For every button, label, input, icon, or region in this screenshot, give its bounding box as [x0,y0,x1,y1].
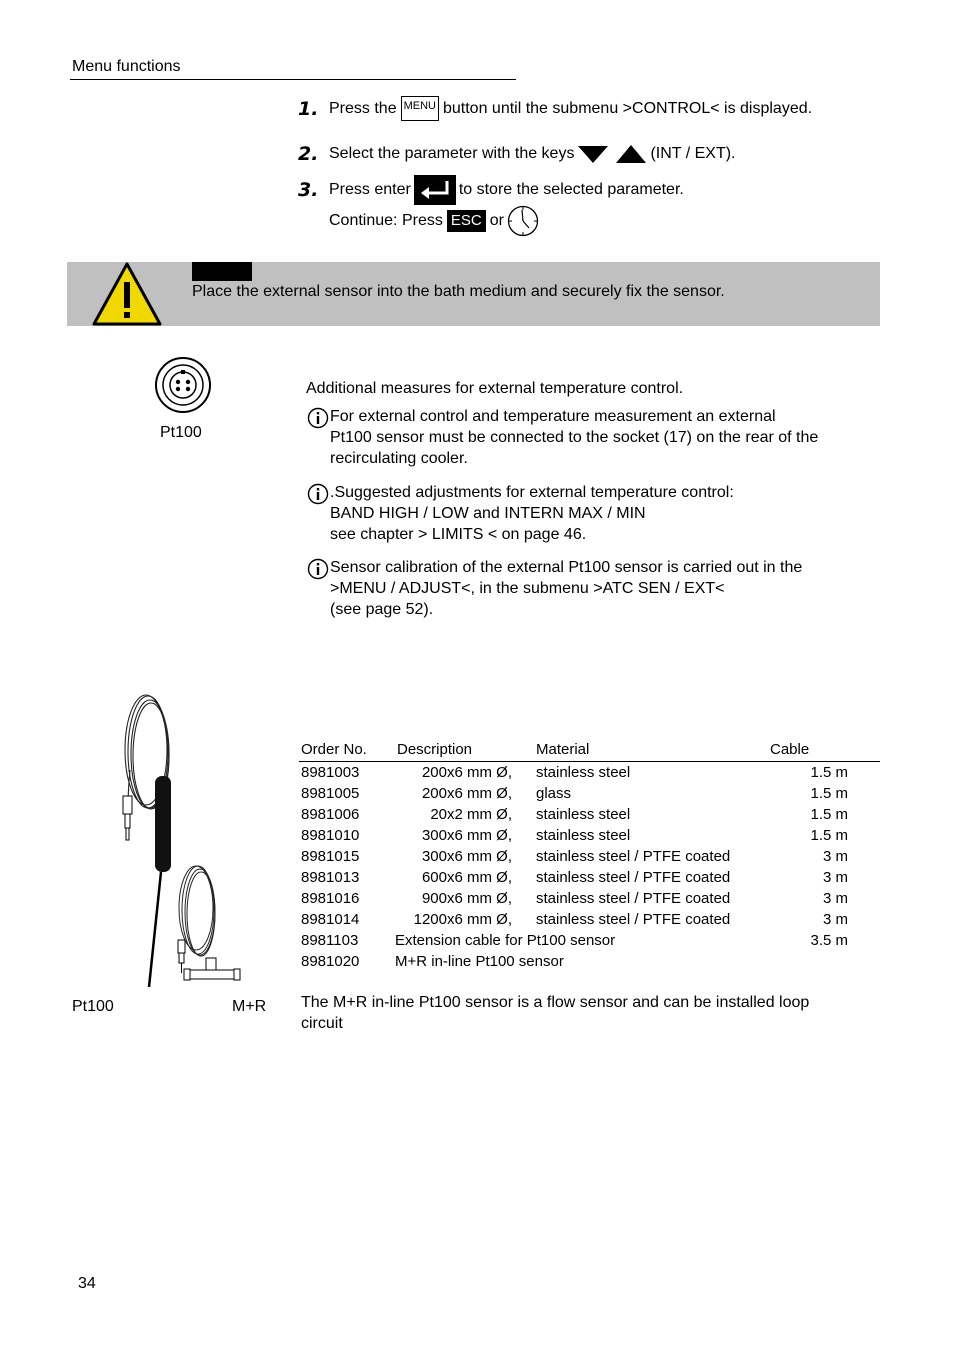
sensor-label-pt100: Pt100 [72,998,114,1015]
warning-triangle-icon [92,262,162,326]
footer-note-line-1: The M+R in-line Pt100 sensor is a flow sensor and can be installed loop [301,994,810,1011]
order-no: 8981020 [301,953,360,970]
order-no: 8981016 [301,890,360,907]
table-row [299,804,880,825]
continue-or: or [489,212,504,229]
col-order-no: Order No. [299,740,395,762]
info-note-3-line-3: (see page 52). [330,601,434,618]
table-row [299,867,880,888]
cable: 3 m [822,869,848,886]
continue-text: Continue: Press [329,212,443,229]
description: 300x6 mm Ø, [421,827,512,844]
table-row [299,825,880,846]
material: stainless steel / PTFE coated [536,869,731,886]
order-no: 8981103 [301,932,359,949]
table-row [299,762,880,784]
info-note-2 [306,482,734,545]
info-note-1-line-1: For external control and temperature measurement an external [330,408,776,425]
material: stainless steel / PTFE coated [536,911,731,928]
header-divider [70,79,516,80]
material: stainless steel / PTFE coated [536,890,731,907]
section-header: Menu functions [72,58,181,75]
step-2-number: 2. [298,143,319,165]
description: M+R in-line Pt100 sensor [395,953,564,970]
step-1-number: 1. [298,97,319,120]
cable: 3 m [822,911,848,928]
table-row [299,783,880,804]
col-material: Material [534,740,768,762]
material: stainless steel / PTFE coated [536,848,731,865]
description: 200x6 mm Ø, [421,785,512,802]
cable: 3 m [822,890,848,907]
order-no: 8981014 [301,911,360,928]
down-arrow-key-icon [577,144,609,164]
description: 1200x6 mm Ø, [413,911,512,928]
warning-text: Place the external sensor into the bath medium and securely fix the sensor. [192,283,725,300]
info-note-2-line-2: BAND HIGH / LOW and INTERN MAX / MIN [330,505,646,522]
footer-note-line-2: circuit [301,1015,343,1032]
order-no: 8981013 [301,869,360,886]
step-2-text-pre: Select the parameter with the keys [329,145,575,162]
description: 200x6 mm Ø, [421,764,512,781]
info-note-1-line-3: recirculating cooler. [330,450,468,467]
step-2 [298,143,736,165]
step-3-text-post: to store the selected parameter. [458,181,684,198]
info-icon [306,483,330,505]
order-table [299,740,880,972]
cable: 1.5 m [810,827,848,844]
up-arrow-key-icon [615,144,647,164]
sensor-probes-illustration [110,690,250,990]
info-note-1-line-2: Pt100 sensor must be connected to the socket (17) on the rear of the [330,429,819,446]
enter-key-icon [414,175,456,205]
step-1-text-post: button until the submenu >CONTROL< is displayed. [442,99,813,117]
info-note-2-line-3: see chapter > LIMITS < on page 46. [330,526,587,543]
col-description: Description [395,740,514,762]
cable [768,951,880,972]
cable: 1.5 m [810,785,848,802]
menu-key-icon: MENU [401,96,439,121]
info-note-3-line-2: >MENU / ADJUST<, in the submenu >ATC SEN / EXT< [330,580,725,597]
order-no: 8981006 [301,806,360,823]
socket-label: Pt100 [160,424,202,441]
clock-icon [507,205,539,237]
table-row [299,951,880,972]
table-row [299,909,880,930]
order-no: 8981015 [301,848,360,865]
cable: 1.5 m [810,764,848,781]
info-intro: Additional measures for external temperature control. [306,380,684,397]
description: 600x6 mm Ø, [421,869,512,886]
pt100-socket-icon [154,356,212,414]
description: Extension cable for Pt100 sensor [395,932,616,949]
info-note-2-line-1: .Suggested adjustments for external temperature control: [330,484,734,501]
col-cable: Cable [768,740,880,762]
info-note-1 [306,406,818,469]
description: 20x2 mm Ø, [430,806,512,823]
description: 300x6 mm Ø, [421,848,512,865]
info-icon [306,407,330,429]
material: stainless steel [536,764,631,781]
step-1-text-pre: Press the [329,99,397,117]
step-3-continue [329,205,542,237]
warning-label-bar [192,262,252,281]
cable: 1.5 m [810,806,848,823]
order-no: 8981005 [301,785,360,802]
step-2-text-post: (INT / EXT). [650,145,736,162]
info-note-3 [306,557,802,620]
cable: 3.5 m [810,932,848,949]
table-header-row [299,740,880,762]
info-note-3-line-1: Sensor calibration of the external Pt100 sensor is carried out in the [330,559,803,576]
cable: 3 m [822,848,848,865]
info-icon [306,558,330,580]
table-row [299,846,880,867]
sensor-label-mr: M+R [232,998,267,1015]
page-number: 34 [78,1275,96,1292]
step-3 [298,175,684,205]
footer-note [301,992,809,1034]
step-3-text-pre: Press enter [329,181,411,198]
material: stainless steel [536,806,631,823]
order-no: 8981010 [301,827,360,844]
step-3-number: 3. [298,179,319,201]
table-row [299,888,880,909]
description: 900x6 mm Ø, [421,890,512,907]
table-row [299,930,880,951]
material: glass [536,785,572,802]
step-1 [298,96,812,121]
esc-key-icon: ESC [447,210,486,233]
order-no: 8981003 [301,764,360,781]
material: stainless steel [536,827,631,844]
